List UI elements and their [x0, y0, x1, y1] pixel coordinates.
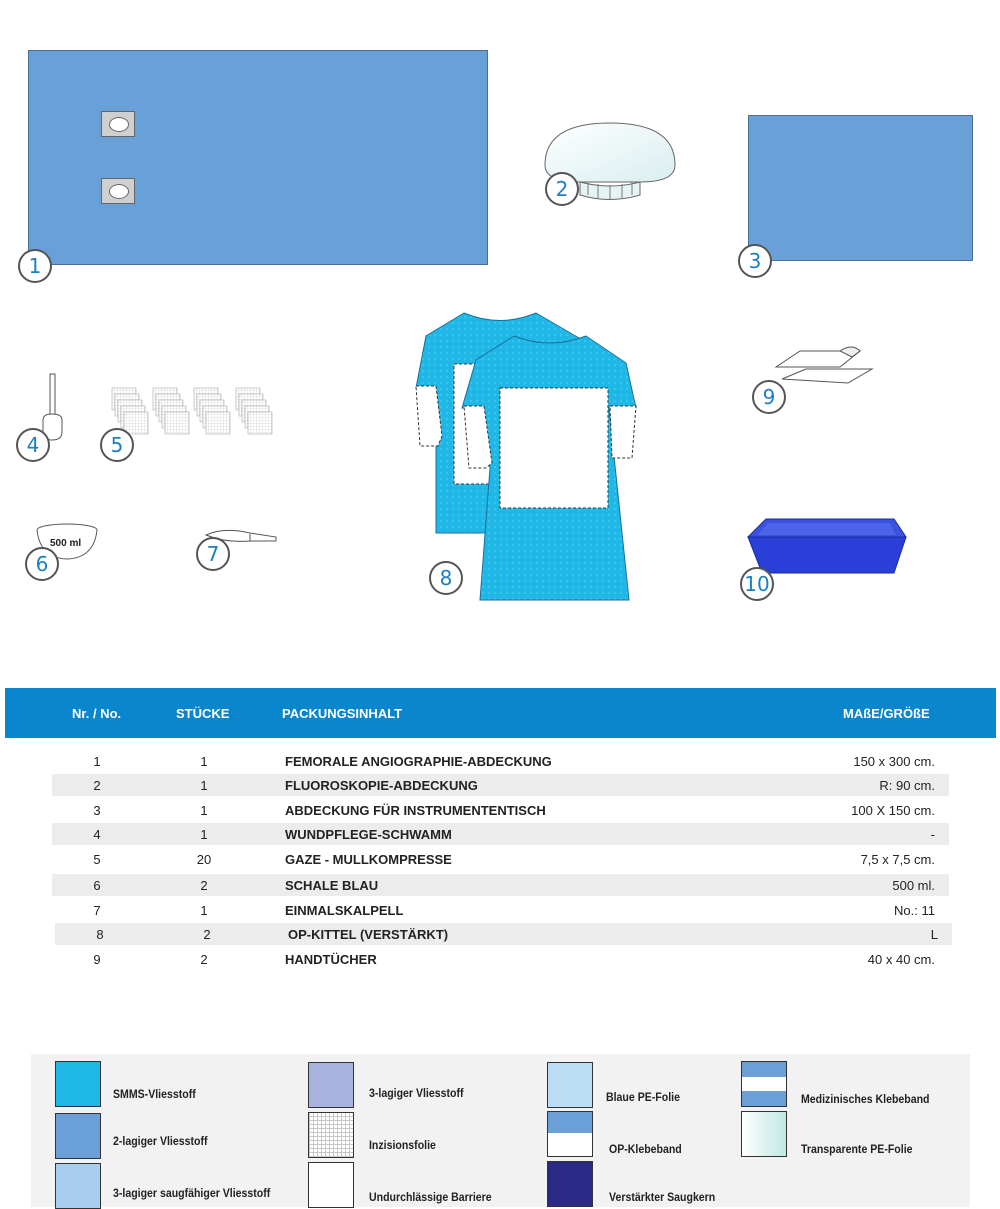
- legend-label: Transparente PE-Folie: [801, 1142, 913, 1156]
- gauze-stack-illustration: [108, 384, 278, 440]
- swatch-2-lagig: [55, 1113, 101, 1159]
- cell-inhalt: FEMORALE ANGIOGRAPHIE-ABDECKUNG: [285, 754, 552, 769]
- legend-label: 3-lagiger saugfähiger Vliesstoff: [113, 1186, 271, 1200]
- legend-label: 2-lagiger Vliesstoff: [113, 1134, 208, 1148]
- instrument-table-cover-illustration: [748, 115, 973, 261]
- angiography-drape-illustration: [28, 50, 488, 265]
- item-number-badge: 6: [25, 547, 59, 581]
- cell-stuecke: 2: [200, 952, 208, 967]
- cell-nr: 9: [93, 952, 101, 967]
- legend-label: 3-lagiger Vliesstoff: [369, 1086, 464, 1100]
- table-row: [52, 874, 949, 896]
- item-number-badge: 7: [196, 537, 230, 571]
- table-row: [55, 923, 952, 945]
- cell-inhalt: EINMALSKALPELL: [285, 903, 404, 918]
- incision-window-icon: [101, 178, 135, 204]
- cell-nr: 8: [96, 927, 104, 942]
- cell-groesse: 7,5 x 7,5 cm.: [860, 852, 935, 867]
- material-legend: [31, 1054, 970, 1207]
- cell-stuecke: 1: [200, 778, 208, 793]
- table-row: [52, 774, 949, 796]
- swatch-smms: [55, 1061, 101, 1107]
- cell-groesse: L: [930, 927, 938, 942]
- table-header: [5, 688, 996, 738]
- table-row: [52, 848, 949, 870]
- cell-inhalt: GAZE - MULLKOMPRESSE: [285, 852, 452, 867]
- cell-stuecke: 20: [196, 852, 212, 867]
- legend-label: Verstärkter Saugkern: [609, 1190, 716, 1204]
- table-row: [52, 823, 949, 845]
- swatch-3-lagig-saugfaehig: [55, 1163, 101, 1209]
- header-stuecke: STÜCKE: [176, 706, 230, 721]
- item-number-badge: 2: [545, 172, 579, 206]
- item-number-badge: 9: [752, 380, 786, 414]
- item-number-badge: 8: [429, 561, 463, 595]
- surgical-gowns-illustration: [414, 308, 646, 602]
- cell-nr: 6: [93, 878, 101, 893]
- cell-groesse: 100 X 150 cm.: [851, 803, 935, 818]
- cell-inhalt: SCHALE BLAU: [285, 878, 379, 893]
- cell-groesse: 150 x 300 cm.: [853, 754, 935, 769]
- cell-nr: 7: [93, 903, 101, 918]
- blue-tray-illustration: [744, 515, 910, 579]
- item-number-badge: 3: [738, 244, 772, 278]
- cell-nr: 3: [93, 803, 101, 818]
- legend-label: SMMS-Vliesstoff: [113, 1087, 196, 1101]
- cell-inhalt: ABDECKUNG FÜR INSTRUMENTENTISCH: [285, 803, 546, 818]
- bowl-volume-label: 500 ml: [50, 538, 82, 549]
- cell-groesse: -: [930, 827, 935, 842]
- table-row: [52, 799, 949, 821]
- cell-nr: 1: [93, 754, 101, 769]
- table-row: [52, 899, 949, 921]
- swatch-op-klebeband: [547, 1111, 593, 1157]
- incision-window-icon: [101, 111, 135, 137]
- cell-stuecke: 1: [200, 754, 208, 769]
- table-row: [52, 750, 949, 772]
- swatch-medizinisches-klebeband: [741, 1061, 787, 1107]
- swatch-inzisionsfolie: [308, 1112, 354, 1158]
- cell-nr: 4: [93, 827, 101, 842]
- swatch-blaue-pe-folie: [547, 1062, 593, 1108]
- cell-stuecke: 1: [200, 803, 208, 818]
- cell-nr: 5: [93, 852, 101, 867]
- cell-inhalt: OP-KITTEL (VERSTÄRKT): [288, 927, 449, 942]
- cell-stuecke: 1: [200, 827, 208, 842]
- cell-stuecke: 2: [200, 878, 208, 893]
- cell-nr: 2: [93, 778, 101, 793]
- cell-inhalt: WUNDPFLEGE-SCHWAMM: [285, 827, 452, 842]
- item-number-badge: 4: [16, 428, 50, 462]
- item-number-badge: 1: [18, 249, 52, 283]
- cell-groesse: 500 ml.: [892, 878, 935, 893]
- cell-inhalt: FLUOROSKOPIE-ABDECKUNG: [285, 778, 478, 793]
- header-nr: Nr. / No.: [72, 706, 122, 721]
- swatch-undurchlaessige-barriere: [308, 1162, 354, 1208]
- item-number-badge: 10: [740, 567, 774, 601]
- header-inhalt: PACKUNGSINHALT: [282, 706, 403, 721]
- legend-label: OP-Klebeband: [609, 1142, 682, 1156]
- swatch-3-lagig: [308, 1062, 354, 1108]
- cell-groesse: R: 90 cm.: [879, 778, 935, 793]
- swatch-transparente-pe-folie: [741, 1111, 787, 1157]
- cell-stuecke: 2: [203, 927, 211, 942]
- legend-label: Blaue PE-Folie: [606, 1090, 680, 1104]
- header-groesse: MAßE/GRÖßE: [843, 706, 930, 721]
- swatch-verstaerkter-saugkern: [547, 1161, 593, 1207]
- table-row: [52, 948, 949, 970]
- legend-label: Inzisionsfolie: [369, 1138, 436, 1152]
- cell-stuecke: 1: [200, 903, 208, 918]
- towels-illustration: [772, 343, 880, 393]
- legend-label: Undurchlässige Barriere: [369, 1190, 492, 1204]
- cell-inhalt: HANDTÜCHER: [285, 952, 377, 967]
- legend-label: Medizinisches Klebeband: [801, 1092, 930, 1106]
- item-number-badge: 5: [100, 428, 134, 462]
- cell-groesse: 40 x 40 cm.: [867, 952, 935, 967]
- cell-groesse: No.: 11: [894, 903, 935, 918]
